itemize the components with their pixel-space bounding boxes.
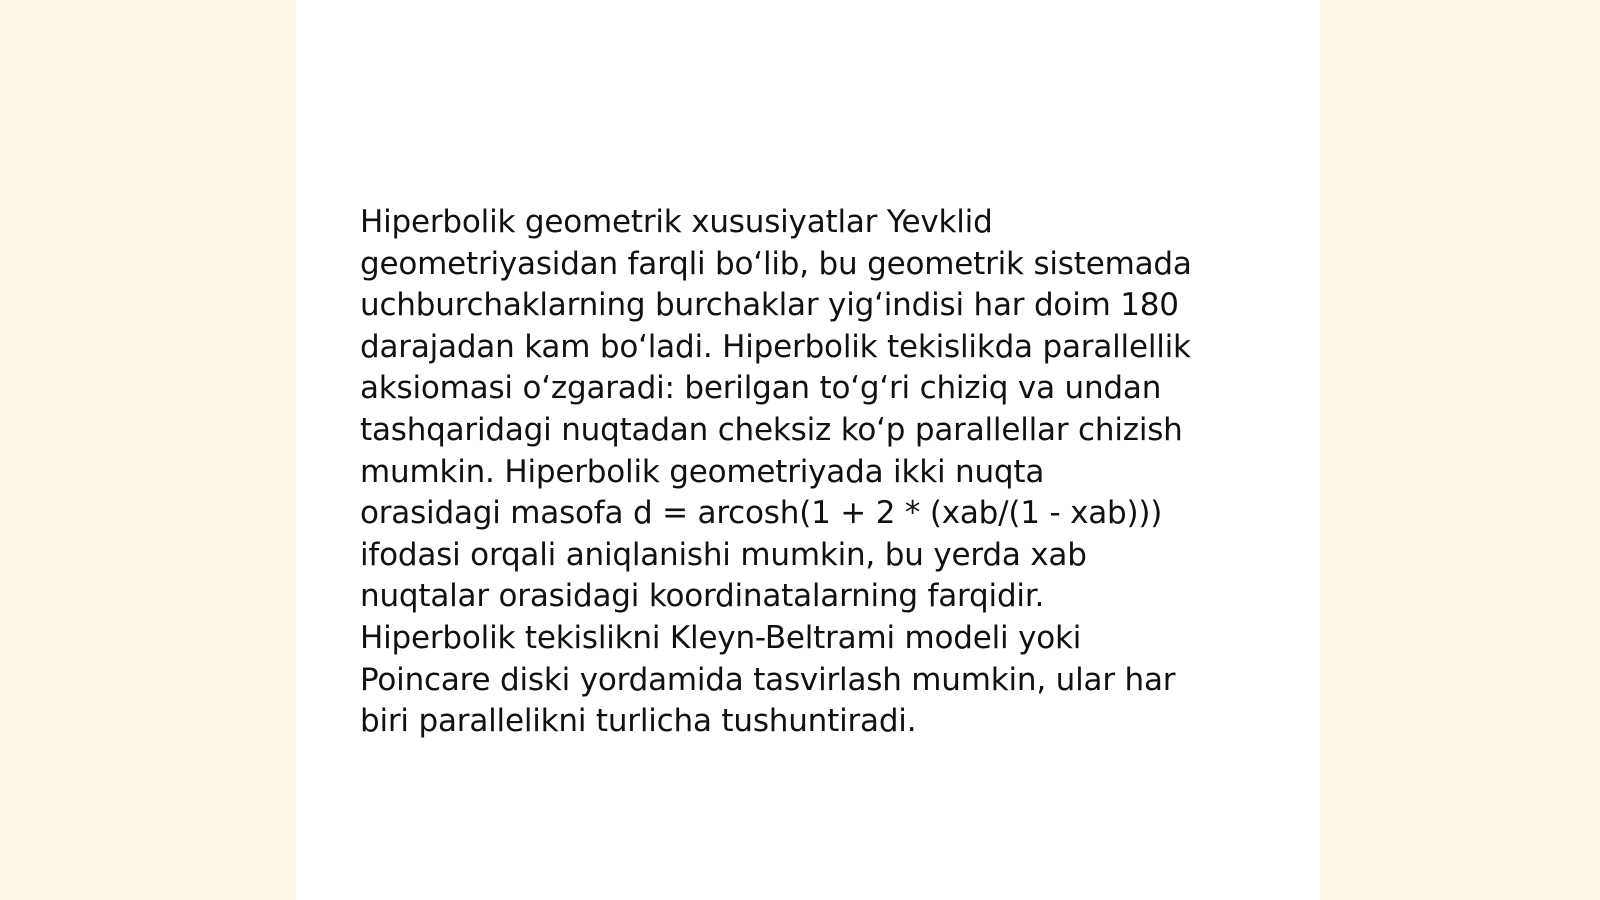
text-line: Poincare diski yordamida tasvirlash mumkin, ular har — [360, 661, 1176, 698]
text-line: biri parallelikni turlicha tushuntiradi. — [360, 703, 917, 740]
text-line: tashqaridagi nuqtadan cheksiz ko‘p parallellar chizish — [360, 411, 1183, 448]
body-paragraph — [360, 202, 1260, 743]
text-line: darajadan kam bo‘ladi. Hiperbolik tekislikda parallellik — [360, 328, 1191, 365]
text-line: orasidagi masofa d = arcosh(1 + 2 * (xab/(1 - xab))) — [360, 495, 1163, 532]
text-line: aksiomasi o‘zgaradi: berilgan to‘g‘ri chiziq va undan — [360, 370, 1162, 407]
text-line: uchburchaklarning burchaklar yig‘indisi har doim 180 — [360, 287, 1179, 324]
text-line: Hiperbolik tekislikni Kleyn-Beltrami modeli yoki — [360, 619, 1082, 656]
text-line: mumkin. Hiperbolik geometriyada ikki nuqta — [360, 453, 1045, 490]
text-line: geometriyasidan farqli bo‘lib, bu geometrik sistemada — [360, 245, 1192, 282]
document-page — [296, 0, 1320, 900]
text-line: Hiperbolik geometrik xususiyatlar Yevklid — [360, 204, 993, 240]
text-line: ifodasi orqali aniqlanishi mumkin, bu yerda xab — [360, 536, 1087, 573]
text-line: nuqtalar orasidagi koordinatalarning farqidir. — [360, 578, 1045, 615]
